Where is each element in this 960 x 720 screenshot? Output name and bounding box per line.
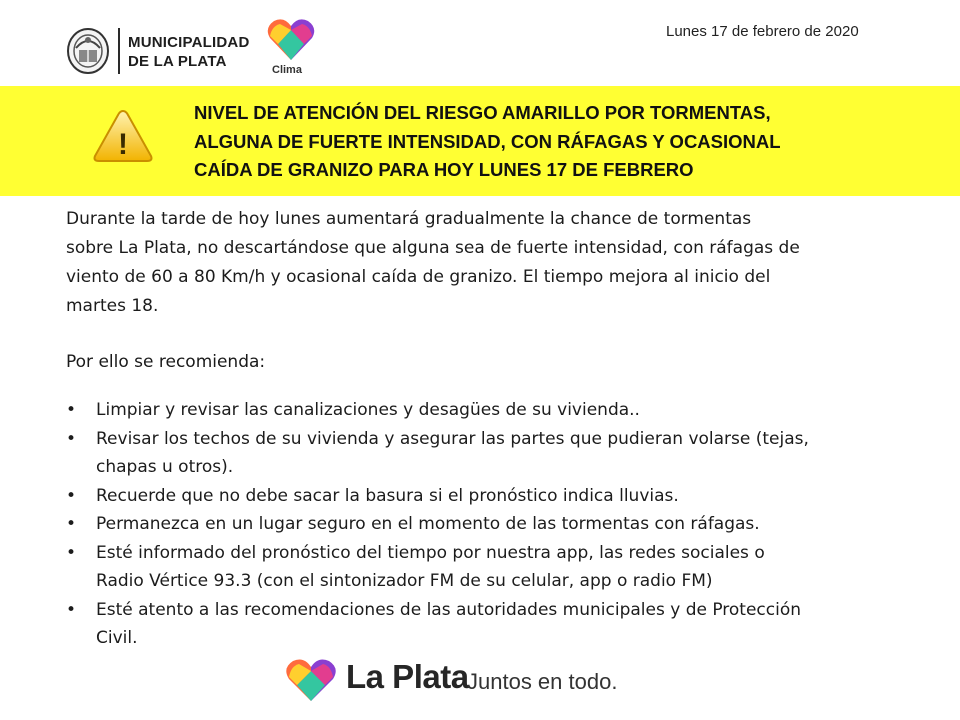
- municipality-line1: MUNICIPALIDAD: [128, 34, 250, 51]
- list-item: [66, 596, 916, 653]
- list-item-text: chapas u otros).: [96, 457, 234, 477]
- list-item-text: Esté informado del pronóstico del tiempo por nuestra app, las redes sociales o: [96, 542, 765, 563]
- list-item: [66, 396, 916, 425]
- list-item-text: Revisar los techos de su vivienda y asegurar las partes que pudieran volarse (tejas,: [96, 428, 809, 449]
- forecast-paragraph: [66, 205, 906, 321]
- list-item-text: Esté atento a las recomendaciones de las autoridades municipales y de Protección: [96, 599, 802, 620]
- header: [0, 0, 960, 86]
- list-item-text: Radio Vértice 93.3 (con el sintonizador FM de su celular, app o radio FM): [96, 571, 713, 591]
- footer-brand: La Plata: [346, 658, 469, 695]
- list-item: [66, 425, 916, 482]
- bullet-dot: •: [66, 542, 77, 563]
- paragraph-line: viento de 60 a 80 Km/h y ocasional caída de granizo. El tiempo mejora al inicio del: [66, 267, 771, 287]
- recommendation-list: [66, 396, 916, 653]
- municipality-city: LA PLATA: [153, 53, 227, 70]
- alert-line: CAÍDA DE GRANIZO PARA HOY LUNES 17 DE FEBRERO: [194, 159, 694, 180]
- list-item: [66, 482, 916, 511]
- alert-line: NIVEL DE ATENCIÓN DEL RIESGO AMARILLO POR TORMENTAS,: [194, 102, 771, 123]
- footer-tagline: Juntos en todo.: [467, 669, 618, 694]
- paragraph-line: Durante la tarde de hoy lunes aumentará gradualmente la chance de tormentas: [66, 209, 752, 229]
- municipality-line2: [128, 52, 249, 71]
- bullet-dot: •: [66, 485, 77, 506]
- paragraph-line: martes 18.: [66, 296, 159, 316]
- list-item: [66, 510, 916, 539]
- municipal-seal-icon: [66, 26, 110, 76]
- date-label: Lunes 17 de febrero de 2020: [666, 23, 859, 40]
- bullet-dot: •: [66, 514, 77, 534]
- list-item-text: Permanezca en un lugar seguro en el momento de las tormentas con ráfagas.: [96, 514, 760, 534]
- warning-icon: [92, 108, 154, 164]
- municipality-prefix: DE: [128, 53, 150, 70]
- clima-heart-logo-icon: [266, 16, 316, 62]
- paragraph-line: sobre La Plata, no descartándose que alguna sea de fuerte intensidad, con ráfagas de: [66, 238, 800, 258]
- bullet-dot: •: [66, 428, 77, 449]
- list-item-text: Limpiar y revisar las canalizaciones y desagües de su vivienda..: [96, 400, 640, 420]
- la-plata-heart-logo-icon: [284, 657, 338, 703]
- bullet-dot: •: [66, 400, 77, 420]
- recommendation-intro: Por ello se recomienda:: [66, 352, 266, 372]
- municipality-name: [128, 33, 249, 71]
- alert-title: [194, 99, 894, 185]
- warning-icon-glyph: !: [118, 128, 128, 161]
- alert-line: ALGUNA DE FUERTE INTENSIDAD, CON RÁFAGAS Y OCASIONAL: [194, 130, 781, 152]
- clima-label: Clima: [272, 64, 302, 76]
- list-item: [66, 539, 916, 596]
- bullet-dot: •: [66, 599, 77, 620]
- list-item-text: Civil.: [96, 628, 138, 648]
- header-divider: [118, 28, 120, 74]
- list-item-text: Recuerde que no debe sacar la basura si el pronóstico indica lluvias.: [96, 485, 679, 506]
